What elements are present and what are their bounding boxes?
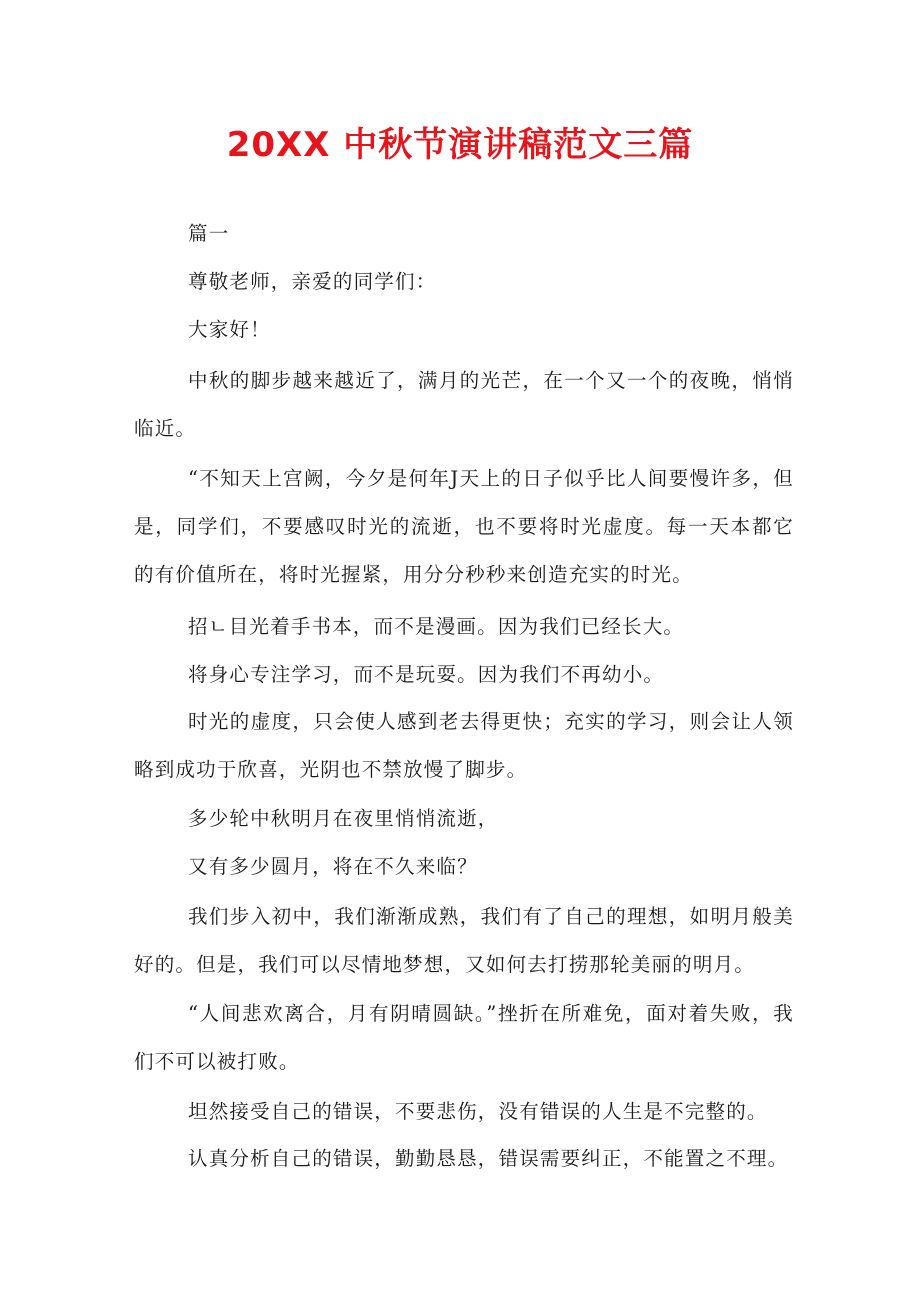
paragraph: 时光的虚度，只会使人感到老去得更快；充实的学习，则会让人领略到成功于欣喜，光阴也不禁放慢了脚步。	[134, 710, 794, 781]
paragraph: 坦然接受自己的错误，不要悲伤，没有错误的人生是不完整的。	[188, 1100, 768, 1123]
paragraph: “不知天上宫阙，今夕是何年J天上的日子似乎比人间要慢许多，但是，同学们，不要感叹时光的流逝，也不要将时光虚度。每一天本都它的有价值所在，将时光握紧，用分分秒秒来创造充实的时光。	[134, 467, 794, 586]
salutation: 尊敬老师，亲爱的同学们：	[188, 270, 437, 293]
section-heading: 篇一	[188, 222, 230, 245]
greeting: 大家好！	[188, 318, 271, 341]
paragraph: 招ㄴ目光着手书本，而不是漫画。因为我们已经长大。	[188, 615, 685, 638]
paragraph: 认真分析自己的错误，勤勤恳恳，错误需要纠正，不能置之不理。	[188, 1147, 789, 1170]
paragraph: 又有多少圆月，将在不久来临？	[188, 855, 478, 878]
paragraph: 我们步入初中，我们渐渐成熟，我们有了自己的理想，如明月般美好的。但是，我们可以尽情地梦想，又如何去打捞那轮美丽的明月。	[134, 905, 794, 976]
paragraph: 将身心专注学习，而不是玩耍。因为我们不再幼小。	[188, 663, 665, 686]
document-title: 20XX 中秋节演讲稿范文三篇	[226, 125, 694, 165]
paragraph: “人间悲欢离合，月有阴晴圆缺。”挫折在所难免，面对着失败，我们不可以被打败。	[134, 1002, 794, 1073]
paragraph: 多少轮中秋明月在夜里悄悄流逝，	[188, 807, 499, 830]
paragraph: 中秋的脚步越来越近了，满月的光芒，在一个又一个的夜晚，悄悄临近。	[134, 369, 794, 440]
